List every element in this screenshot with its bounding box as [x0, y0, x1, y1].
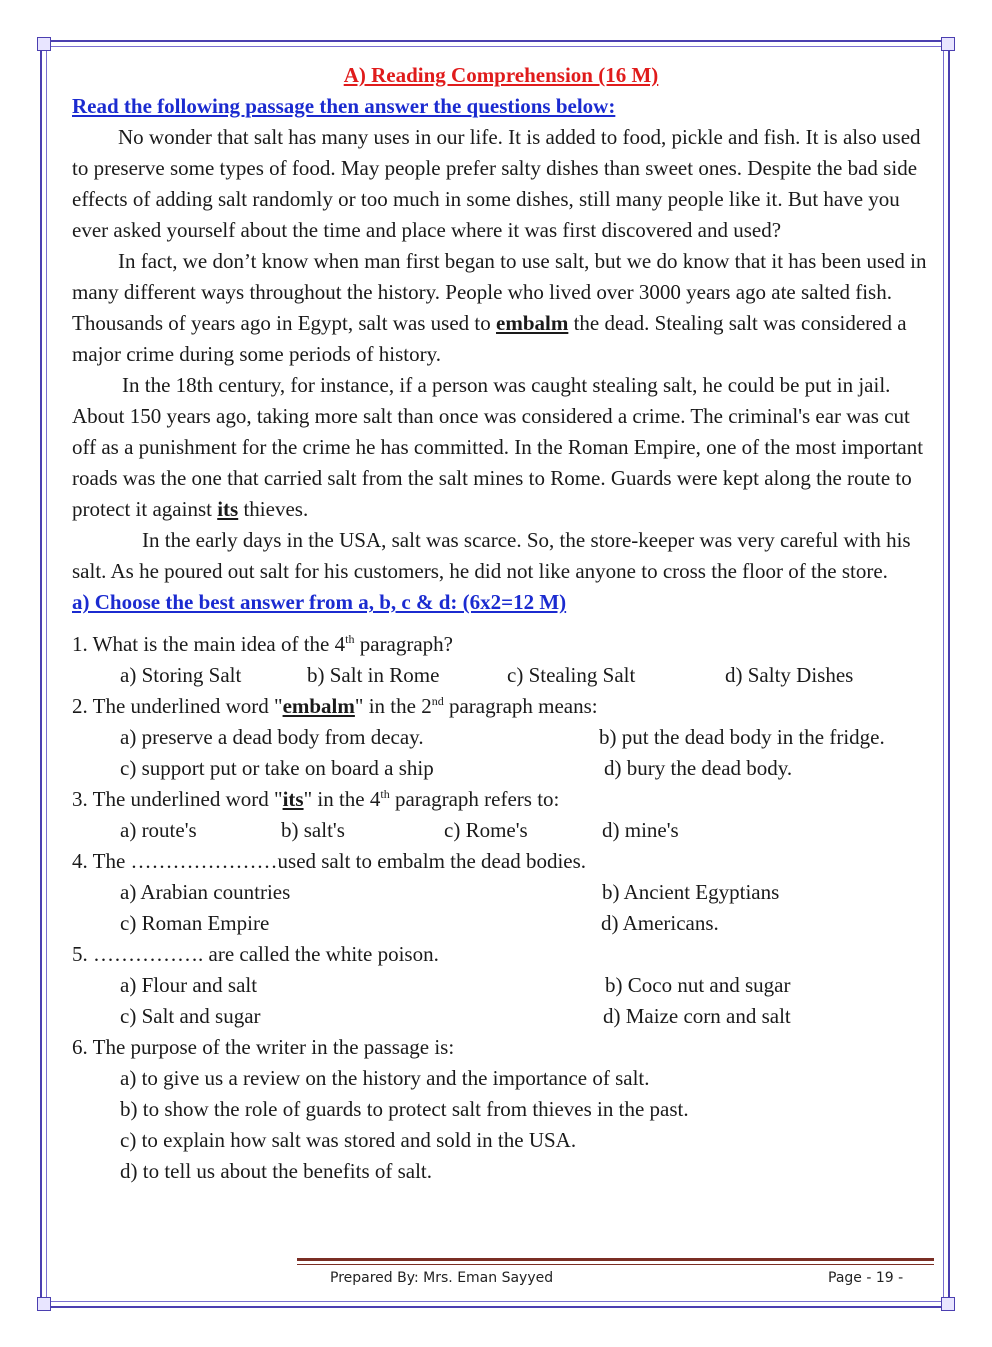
answer-option[interactable]: a) route's — [120, 818, 197, 842]
questions-heading: a) Choose the best answer from a, b, c & d: (6x2=12 M) — [72, 590, 567, 614]
worksheet-content — [72, 60, 930, 1187]
question-1: 1. What is the main idea of the 4th paragraph? — [72, 632, 453, 656]
passage-paragraph-1: No wonder that salt has many uses in our life. It is added to food, pickle and fish. It is also used to preserve some types of food. May people prefer salty dishes than sweet ones. Despite the bad side effects of adding salt randomly or too much in some dishes, still many people like it. But have you ever asked yourself about the time and place where it was first discovered and used? — [72, 125, 921, 242]
section-title: A) Reading Comprehension (16 M) — [343, 63, 659, 87]
question-6: 6. The purpose of the writer in the passage is: — [72, 1035, 455, 1059]
question-4: 4. The …………………used salt to embalm the dead bodies. — [72, 849, 587, 873]
question-1-options — [72, 660, 930, 691]
frame-corner-ornament — [941, 37, 955, 51]
answer-option[interactable]: c) Stealing Salt — [507, 663, 636, 687]
answer-option[interactable]: a) Flour and salt — [120, 973, 258, 997]
answer-option[interactable]: b) put the dead body in the fridge. — [599, 725, 885, 749]
question-2: 2. The underlined word "embalm" in the 2nd paragraph means: — [72, 694, 598, 718]
footer-divider — [297, 1258, 934, 1261]
passage-paragraph-4: In the early days in the USA, salt was scarce. So, the store-keeper was very careful with his salt. As he poured out salt for his customers, he did not like anyone to cross the floor of the store. — [72, 528, 911, 583]
footer-divider-thin — [297, 1264, 934, 1265]
answer-option[interactable]: c) support put or take on board a ship — [120, 756, 434, 780]
question-3: 3. The underlined word "its" in the 4th paragraph refers to: — [72, 787, 560, 811]
question-3-options — [72, 815, 930, 846]
underlined-word-embalm: embalm — [496, 311, 569, 335]
question-5-options-row1 — [72, 970, 930, 1001]
frame-corner-ornament — [37, 37, 51, 51]
answer-option[interactable]: d) Americans. — [601, 911, 719, 935]
question-5: 5. ……………. are called the white poison. — [72, 942, 439, 966]
answer-option[interactable]: a) to give us a review on the history and the importance of salt. — [120, 1066, 650, 1090]
answer-option[interactable]: c) Rome's — [444, 818, 528, 842]
answer-option[interactable]: c) to explain how salt was stored and sold in the USA. — [120, 1128, 577, 1152]
answer-option[interactable]: d) Salty Dishes — [725, 663, 854, 687]
answer-option[interactable]: b) Coco nut and sugar — [605, 973, 791, 997]
answer-option[interactable]: b) salt's — [281, 818, 345, 842]
answer-option[interactable]: b) Ancient Egyptians — [602, 880, 780, 904]
passage-paragraph-3: In the 18th century, for instance, if a person was caught stealing salt, he could be put in jail. About 150 years ago, taking more salt than once was considered a crime. The criminal's ear was cut off as a punishment for the crime he has committed. In the Roman Empire, one of the most important roads was the one that carried salt from the salt mines to Rome. Guards were kept along the route to protect it against its thieves. — [72, 373, 924, 521]
question-4-options-row2 — [72, 908, 930, 939]
footer-prepared-by: Prepared By: Mrs. Eman Sayyed — [330, 1270, 554, 1286]
answer-option[interactable]: a) Arabian countries — [120, 880, 291, 904]
answer-option[interactable]: a) Storing Salt — [120, 663, 242, 687]
frame-corner-ornament — [37, 1297, 51, 1311]
question-2-options-row1 — [72, 722, 930, 753]
answer-option[interactable]: b) Salt in Rome — [307, 663, 440, 687]
frame-corner-ornament — [941, 1297, 955, 1311]
footer-page-number: Page - 19 - — [828, 1270, 904, 1286]
question-4-options-row1 — [72, 877, 930, 908]
passage-paragraph-2: In fact, we don’t know when man first began to use salt, but we do know that it has been used in many different ways throughout the history. People who lived over 3000 years ago ate salted fish. Thousands of years ago in Egypt, salt was used to embalm the dead. Stealing salt was considered a major crime during some periods of history. — [72, 249, 927, 366]
question-5-options-row2 — [72, 1001, 930, 1032]
answer-option[interactable]: b) to show the role of guards to protect salt from thieves in the past. — [120, 1097, 689, 1121]
answer-option[interactable]: d) bury the dead body. — [604, 756, 793, 780]
answer-option[interactable]: c) Salt and sugar — [120, 1004, 261, 1028]
answer-option[interactable]: d) Maize corn and salt — [603, 1004, 791, 1028]
underlined-word-its: its — [217, 497, 239, 521]
answer-option[interactable]: d) to tell us about the benefits of salt. — [120, 1159, 433, 1183]
answer-option[interactable]: c) Roman Empire — [120, 911, 270, 935]
question-2-options-row2 — [72, 753, 930, 784]
answer-option[interactable]: d) mine's — [602, 818, 679, 842]
instruction: Read the following passage then answer the questions below: — [72, 94, 616, 118]
answer-option[interactable]: a) preserve a dead body from decay. — [120, 725, 424, 749]
